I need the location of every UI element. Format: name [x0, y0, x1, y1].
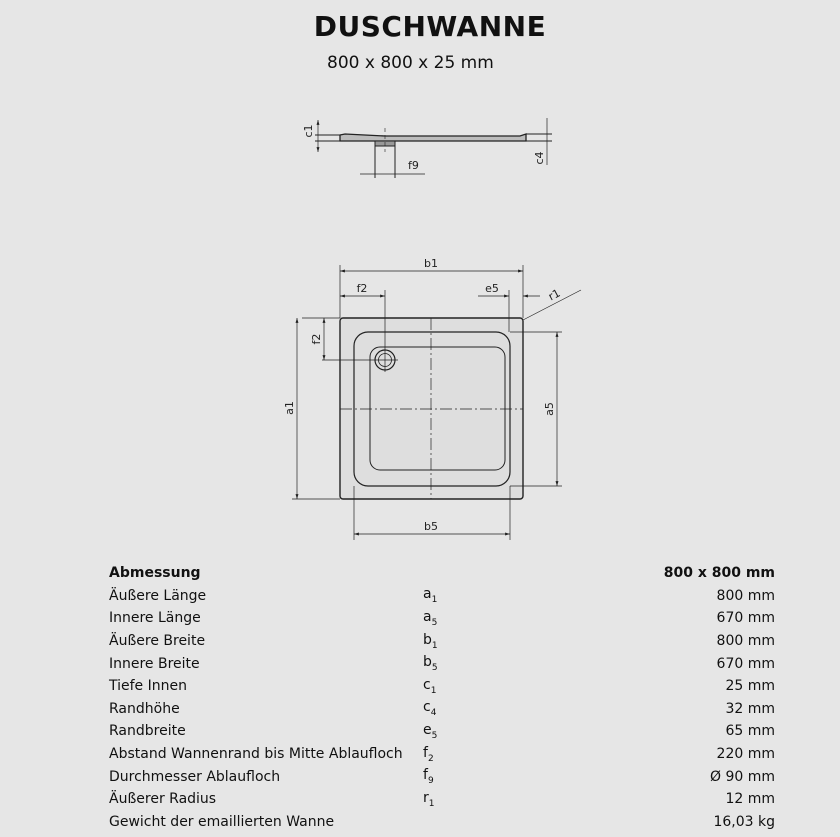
table-row: [109, 630, 775, 653]
table-row: [109, 585, 775, 608]
row-symbol: [409, 698, 543, 721]
table-row: [109, 607, 775, 630]
symbol-subscript: 5: [431, 617, 438, 628]
side-view: [315, 118, 552, 178]
row-value: 800 mm: [716, 633, 775, 650]
symbol-letter: a: [423, 609, 432, 626]
row-value: 16,03 kg: [713, 813, 775, 830]
symbol-subscript: 1: [431, 595, 438, 606]
symbol-subscript: 5: [431, 663, 438, 674]
symbol-letter: a: [423, 586, 432, 603]
table-row: [109, 698, 775, 721]
row-symbol: [409, 765, 543, 788]
label-b5: b5: [424, 520, 438, 533]
row-label: Innere Länge: [109, 610, 201, 627]
row-symbol: [409, 743, 543, 766]
side-profile: [340, 134, 526, 141]
row-label: Randhöhe: [109, 700, 180, 717]
row-value: 670 mm: [716, 655, 775, 672]
label-c1: c1: [302, 124, 315, 138]
symbol-subscript: 2: [427, 753, 434, 764]
row-symbol: [409, 652, 543, 675]
label-f2-top: f2: [356, 282, 368, 295]
row-symbol: [409, 720, 543, 743]
label-c4: c4: [533, 151, 546, 165]
label-a1: a1: [283, 401, 296, 415]
symbol-letter: c: [423, 699, 431, 716]
row-value: 25 mm: [725, 678, 775, 695]
row-value: 12 mm: [725, 791, 775, 808]
symbol-letter: f: [423, 744, 428, 761]
label-r1: r1: [546, 286, 563, 304]
header-value: 800 x 800 mm: [663, 565, 775, 582]
row-symbol: [409, 788, 543, 811]
table-header-row: [109, 562, 775, 585]
label-f9: f9: [408, 159, 419, 172]
table-row: [109, 811, 775, 834]
table-row: [109, 720, 775, 743]
top-view: [292, 265, 581, 540]
row-label: Randbreite: [109, 723, 186, 740]
symbol-subscript: 4: [430, 708, 437, 719]
symbol-subscript: 9: [427, 776, 434, 787]
row-value: 800 mm: [716, 587, 775, 604]
row-label: Durchmesser Ablaufloch: [109, 768, 281, 785]
table-row: [109, 652, 775, 675]
symbol-subscript: 1: [431, 640, 438, 651]
row-label: Äußere Breite: [109, 633, 206, 650]
row-label: Gewicht der emaillierten Wanne: [109, 813, 335, 830]
row-label: Äußerer Radius: [109, 791, 217, 808]
label-f2-side: f2: [310, 333, 323, 345]
symbol-subscript: 1: [430, 685, 437, 696]
row-symbol: [409, 607, 543, 630]
row-symbol: [409, 585, 543, 608]
row-value: 65 mm: [725, 723, 775, 740]
row-symbol: [409, 675, 543, 698]
header-label: Abmessung: [109, 565, 201, 582]
table-row: [109, 743, 775, 766]
row-label: Abstand Wannenrand bis Mitte Ablaufloch: [109, 746, 403, 763]
dimensions-table: [109, 562, 775, 833]
symbol-letter: e: [423, 722, 432, 739]
page-title: DUSCHWANNE: [313, 10, 547, 43]
symbol-letter: b: [423, 654, 432, 671]
row-value: 32 mm: [725, 700, 775, 717]
table-row: [109, 765, 775, 788]
symbol-letter: f: [423, 767, 428, 784]
table-row: [109, 675, 775, 698]
table-row: [109, 788, 775, 811]
row-value: 670 mm: [716, 610, 775, 627]
outer-rim: [340, 318, 523, 499]
row-value: Ø 90 mm: [709, 768, 775, 785]
row-value: 220 mm: [716, 746, 775, 763]
row-symbol: [409, 630, 543, 653]
page-subtitle: 800 x 800 x 25 mm: [327, 53, 494, 73]
row-label: Tiefe Innen: [109, 678, 187, 695]
row-symbol: [409, 811, 543, 834]
row-label: Innere Breite: [109, 655, 200, 672]
label-e5: e5: [485, 282, 499, 295]
symbol-subscript: 5: [431, 730, 438, 741]
symbol-letter: c: [423, 676, 431, 693]
symbol-subscript: 1: [428, 798, 435, 809]
symbol-letter: b: [423, 631, 432, 648]
symbol-letter: r: [423, 789, 429, 806]
label-b1: b1: [424, 257, 438, 270]
label-a5: a5: [543, 402, 556, 416]
row-label: Äußere Länge: [109, 587, 207, 604]
